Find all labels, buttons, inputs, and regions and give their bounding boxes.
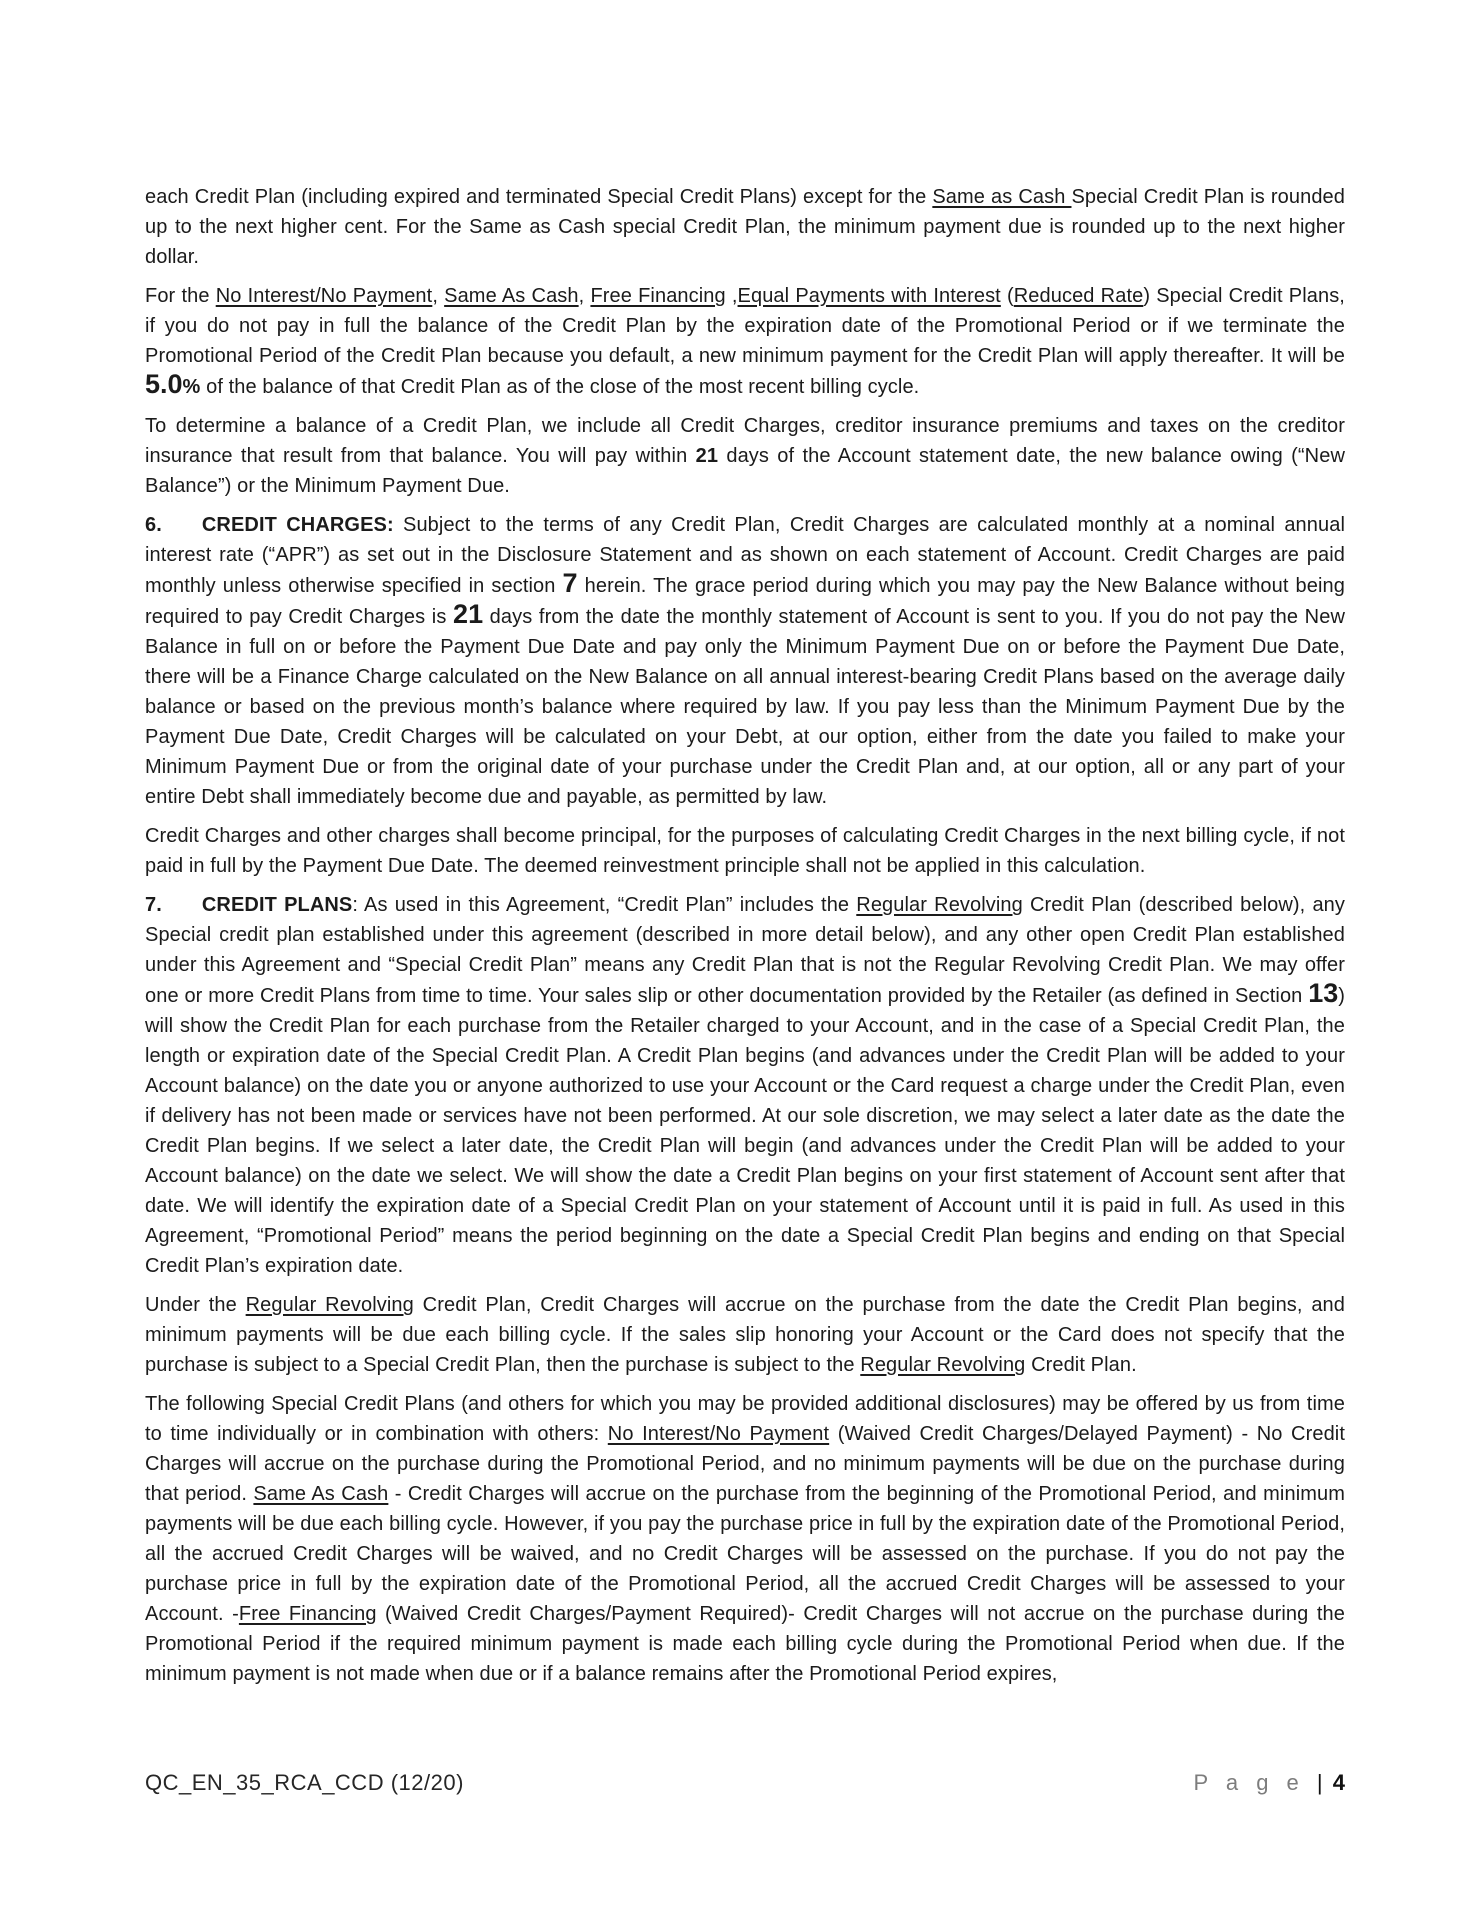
text-run: herein. The grace period during which you may pay the New Balance without being required to pay Credit Charges is [145,575,1345,628]
paragraph [145,411,1345,501]
text-run: each Credit Plan (including expired and terminated Special Credit Plans) except for the [145,186,933,208]
text-run: Regular Revolving [245,1294,414,1316]
page-indicator [1193,1770,1345,1796]
text-run: No Interest/No Payment [607,1423,830,1445]
page-label: P a g e [1193,1770,1305,1795]
text-run: (Waived Credit Charges/Delayed Payment) - No Credit Charges will accrue on the purchase during the Promotional Period, and no minimum payments will be due on the purchase during that period. [145,1423,1345,1505]
text-run: Credit Plan, Credit Charges will accrue on the purchase from the date the Credit Plan begins, and minimum payments will be due each billing cycle. If the sales slip honoring your Account or the Card does not specify that the purchase is subject to a Special Credit Plan, then the purchase is subject to the [145,1294,1346,1376]
text-run: 13 [1308,978,1339,1008]
text-run: Credit Plan. [1025,1354,1137,1376]
text-run: 7. [145,894,162,916]
text-run: Same As Cash [444,285,579,307]
paragraph [145,510,1345,812]
paragraph [145,821,1345,881]
paragraph [145,281,1345,402]
text-run: Credit Plan (described below), any Special credit plan established under this agreement (described in more detail below), and any other open Credit Plan established under this Agreement and “Special Credit Plan” means any Credit Plan that is not the Regular Revolving Credit Plan. We may offer one or more Credit Plans from time to time. Your sales slip or other documentation provided by the Retailer (as defined in Section [145,894,1346,1007]
document-content [145,182,1345,1698]
paragraph [145,1389,1345,1689]
text-run: The following Special Credit Plans (and others for which you may be provided additional disclosures) may be offered by us from time to time individually or in combination with others: [145,1393,1345,1445]
text-run: Regular Revolving [856,894,1023,916]
text-run: Subject to the terms of any Credit Plan, Credit Charges are calculated monthly at a nominal annual interest rate (“APR”) as set out in the Disclosure Statement and as shown on each statement of Account. Credit Charges are paid monthly unless otherwise specified in section [145,514,1345,597]
text-run: of the balance of that Credit Plan as of the close of the most recent billing cycle. [200,376,920,398]
text-run: 7 [562,568,578,598]
text-run: days of the Account statement date, the new balance owing (“New Balance”) or the Minimum Payment Due. [145,445,1345,497]
page-number: 4 [1332,1770,1345,1795]
text-run: Credit Charges and other charges shall become principal, for the purposes of calculating Credit Charges in the next billing cycle, if not paid in full by the Payment Due Date. The deemed reinvestment principle shall not be applied in this calculation. [145,825,1345,877]
text-run: days from the date the monthly statement of Account is sent to you. If you do not pay the New Balance in full on or before the Payment Due Date and pay only the Minimum Payment Due on or before the Payment Due Date, there will be a Finance Charge calculated on the New Balance on all annual interest-bearing Credit Plans based on the average daily balance or based on the previous month’s balance where required by law. If you pay less than the Minimum Payment Due by the Payment Due Date, Credit Charges will be calculated on your Debt, at our option, either from the date you failed to make your Minimum Payment Due or from the original date of your purchase under the Credit Plan and, at our option, all or any part of your entire Debt shall immediately become due and payable, as permitted by law. [145,606,1345,808]
text-run: - Credit Charges will accrue on the purchase from the beginning of the Promotional Period, and minimum payments will be due each billing cycle. However, if you pay the purchase price in full by the expiration date of the Promotional Period, all the accrued Credit Charges will be waived, and no Credit Charges will be assessed on the purchase. If you do not pay the purchase price in full by the expiration date of the Promotional Period, all the accrued Credit Charges will be assessed to your Account. - [145,1483,1345,1625]
text-run: ) Special Credit Plans, if you do not pay in full the balance of the Credit Plan by the expiration date of the Promotional Period or if we terminate the Promotional Period of the Credit Plan because you default, a new minimum payment for the Credit Plan will apply thereafter. It will be [145,285,1345,367]
text-run: Special Credit Plan is rounded up to the next higher cent. For the Same as Cash special Credit Plan, the minimum payment due is rounded up to the next higher dollar. [145,186,1345,268]
text-run: For the [145,285,216,307]
text-run: Free Financing [590,285,726,307]
text-run: 6. [145,514,162,536]
page-separator: | [1316,1770,1323,1795]
text-run: , [578,285,591,307]
text-run: ) will show the Credit Plan for each purchase from the Retailer charged to your Account, and in the case of a Special Credit Plan, the length or expiration date of the Special Credit Plan. A Credit Plan begins (and advances under the Credit Plan will be added to your Account balance) on the date you or anyone authorized to use your Account or the Card request a charge under the Credit Plan, even if delivery has not been made or services have not been performed. At our sole discretion, we may select a later date as the date the Credit Plan begins. If we select a later date, the Credit Plan will begin (and advances under the Credit Plan will be added to your Account balance) on the date we select. We will show the date a Credit Plan begins on your first statement of Account sent after that date. We will identify the expiration date of a Special Credit Plan on your statement of Account until it is paid in full. As used in this Agreement, “Promotional Period” means the period beginning on the date a Special Credit Plan begins and ending on that Special Credit Plan’s expiration date. [145,985,1345,1277]
text-run: Reduced Rate [1013,285,1144,307]
page-footer [145,1770,1345,1796]
text-run: Same as Cash [932,186,1072,208]
text-run: CREDIT PLANS [201,894,353,916]
text-run: CREDIT CHARGES: [201,514,394,536]
text-run: Free Financing [238,1603,377,1625]
text-run: (Waived Credit Charges/Payment Required)- Credit Charges will not accrue on the purchase during the Promotional Period if the required minimum payment is made each billing cycle during the Promotional Period when due. If the minimum payment is not made when due or if a balance remains after the Promotional Period expires, [145,1603,1345,1685]
paragraph [145,182,1345,272]
text-run: % [182,376,201,398]
text-run: 21 [453,599,484,629]
document-code: QC_EN_35_RCA_CCD (12/20) [145,1770,464,1795]
text-run: 5.0 [145,369,183,399]
paragraph [145,1290,1345,1380]
text-run: , [432,285,445,307]
text-run: Same As Cash [253,1483,389,1505]
text-run: : As used in this Agreement, “Credit Plan” includes the [352,894,857,916]
text-run: To determine a balance of a Credit Plan, we include all Credit Charges, creditor insurance premiums and taxes on the creditor insurance that result from that balance. You will pay within [145,415,1345,467]
text-run: 21 [695,445,719,467]
text-run: No Interest/No Payment [215,285,433,307]
text-run: Equal Payments with Interest [737,285,1001,307]
text-run: Regular Revolving [860,1354,1026,1376]
text-run: ( [1000,285,1014,307]
text-run: Under the [145,1294,246,1316]
text-run: , [725,285,738,307]
paragraph [145,890,1345,1281]
